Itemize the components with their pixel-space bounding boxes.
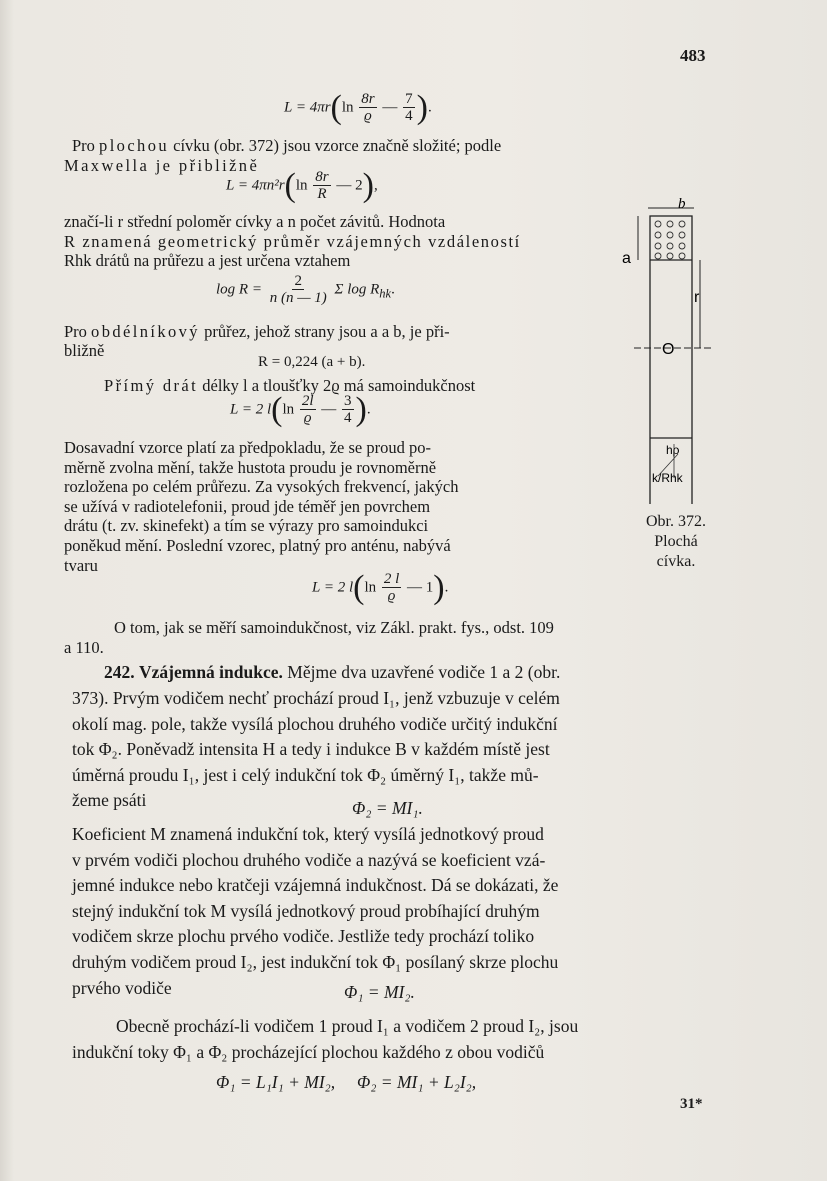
paragraph-4: Přímý drát délky l a tloušťky 2ϱ má samoindukčnost bbox=[104, 376, 476, 395]
figure-caption: Obr. 372. Plochá cívka. bbox=[646, 513, 706, 570]
paragraph-7: 373). Prvým vodičem nechť prochází proud I₁, jenž vzbuzuje v celém okolí mag. pole, takže vysílá plochou druhého vodiče určitý indukční tok Φ₂. Poněvadž intensita H a tedy i indukce B v každém místě jest úměrná proudu I₁, jest i celý indukční tok Φ₂ úměrný I₁, takže mů- žeme psáti bbox=[72, 688, 560, 811]
equation-8: Φ₁ = MI₂. bbox=[344, 982, 415, 1002]
figure-372-flat-coil bbox=[612, 186, 724, 504]
paragraph-9: Obecně prochází-li vodičem 1 proud I₁ a vodičem 2 proud I₂, jsou indukční toky Φ₁ a Φ₂ procházející plochou každého z obou vodičů bbox=[72, 1016, 579, 1062]
equation-1: L = 4πr(ln $\frac{8r}{ϱ}$ — $\frac{7}{4}$ ). bbox=[284, 89, 432, 126]
equation-6: L = 2 l(ln $\frac{2 l}{ϱ}$ — 1). bbox=[312, 569, 449, 606]
figure-label-b: b bbox=[678, 196, 686, 212]
section-heading-242: 242. Vzájemná indukce. Mějme dva uzavřené vodiče 1 a 2 (obr. bbox=[104, 662, 561, 682]
equation-9: Φ₁ = L₁I₁ + MI₂, Φ₂ = MI₁ + L₂I₂, bbox=[216, 1072, 477, 1092]
figure-label-kr: k/Rhk bbox=[652, 471, 683, 485]
equation-3: log R = $\frac{2}{n (n — 1)}$ Σ $\log R_{hk}$. bbox=[216, 273, 395, 306]
paragraph-8: Koeficient M znamená indukční tok, který vysílá jednotkový proud v prvém vodiči plochou druhého vodiče a nazývá se koeficient vzá- jemné indukce nebo kratčeji vzájemná indukčnost. Dá se dokázati, že stejný indukční tok M vysílá jednotkový proud probíhající druhým vodičem skrze plochu prvého vodiče. Jestliže tedy prochází toliko druhým vodičem proud I₂, jest indukční tok Φ₁ posílaný skrze plochu prvého vodiče bbox=[72, 824, 559, 998]
equation-4: R = 0,224 (a + b). bbox=[258, 354, 366, 370]
figure-label-r: r bbox=[694, 289, 700, 306]
paragraph-3-line-2: bližně bbox=[64, 341, 105, 360]
page-number: 483 bbox=[680, 46, 706, 65]
equation-2: L = 4πn²r(ln $\frac{8r}{R}$ — 2), bbox=[226, 167, 378, 204]
paragraph-2: značí-li r střední poloměr cívky a n počet závitů. Hodnota R znamená geometrický průměr vzájemných vzdáleností Rhk drátů na průřezu a jest určena vztahem bbox=[64, 212, 521, 271]
figure-label-hp: hρ bbox=[666, 443, 680, 457]
footer-signature: 31* bbox=[680, 1096, 703, 1112]
paragraph-1-line-1: Pro plochou cívku (obr. 372) jsou vzorce značně složité; podle bbox=[72, 136, 502, 155]
figure-label-a: a bbox=[622, 250, 631, 267]
equation-5: L = 2 l(ln $\frac{2l}{ϱ}$ — $\frac{3}{4}$ ). bbox=[230, 391, 371, 428]
paragraph-3-line-1: Pro obdélníkový průřez, jehož strany jsou a a b, je při- bbox=[64, 322, 450, 341]
paragraph-6: O tom, jak se měří samoindukčnost, viz Zákl. prakt. fys., odst. 109 a 110. bbox=[64, 618, 554, 657]
paragraph-1-line-2: Maxwella je přibližně bbox=[64, 156, 260, 175]
paragraph-5: Dosavadní vzorce platí za předpokladu, že se proud po- měrně zvolna mění, takže hustota proudu je rovnoměrně rozložena po celém průřezu. Za vysokých frekvencí, jakých se užívá v radiotelefonii, proud jde téměř jen povrchem drátu (t. zv. skinefekt) a tím se výrazy pro samoindukci poněkud mění. Poslední vzorec, platný pro anténu, nabývá tvaru bbox=[64, 438, 459, 575]
equation-7: Φ₂ = MI₁. bbox=[352, 798, 423, 818]
figure-label-o: O bbox=[662, 341, 675, 358]
